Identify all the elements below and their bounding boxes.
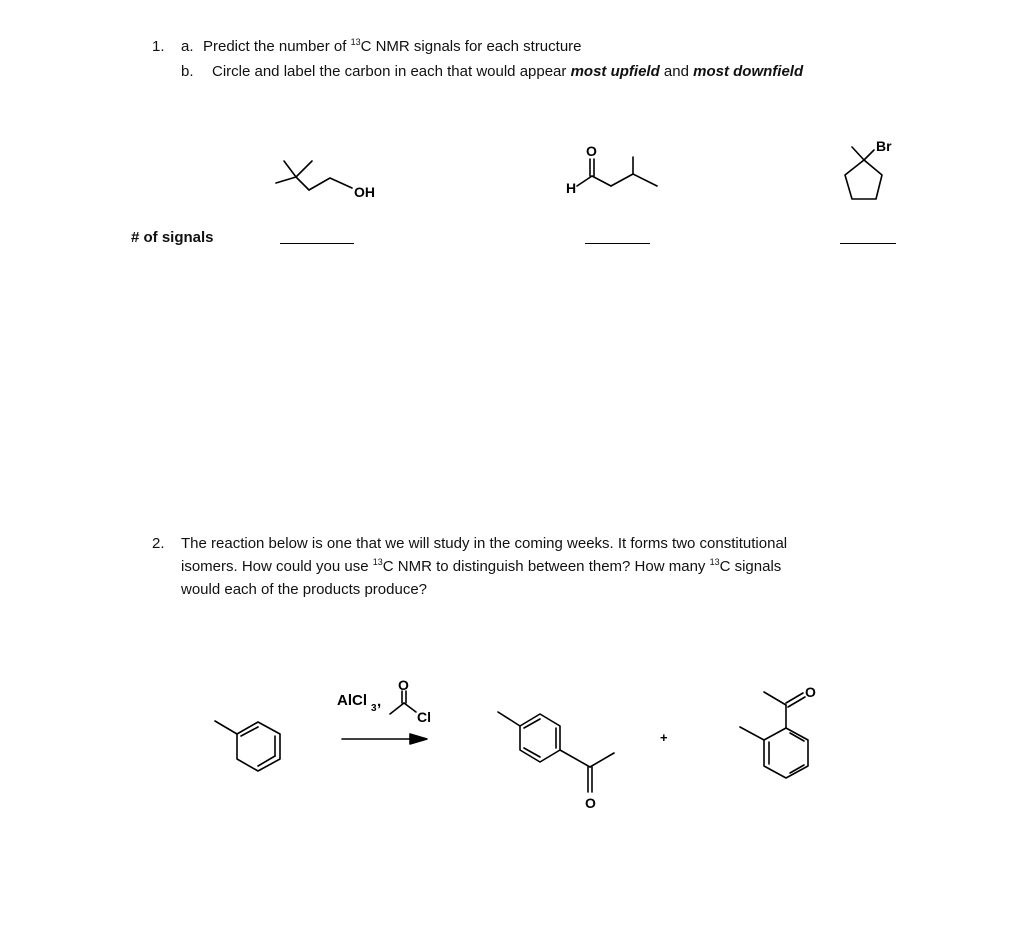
q1b-middle: and <box>659 63 694 80</box>
signals-blank-1[interactable] <box>280 243 354 244</box>
q1a-text <box>203 35 582 58</box>
q1b-marker: b. <box>181 63 194 80</box>
q1-number: 1. <box>152 38 165 55</box>
acetyl-cl-label: Cl <box>417 709 431 725</box>
q1a-text-before: Predict the number of <box>203 38 351 55</box>
q1b-text-before: Circle and label the carbon in each that would appear <box>212 63 571 80</box>
structure-2-o-label: O <box>586 143 597 159</box>
q2-line-2-middle: C NMR to distinguish between them? How many <box>382 558 710 575</box>
para-product-o-label: O <box>585 795 596 811</box>
signals-blank-3[interactable] <box>840 243 896 244</box>
q1a-marker: a. <box>181 38 194 55</box>
q1b-text <box>212 60 803 83</box>
ortho-product-o-label: O <box>805 684 816 700</box>
q1a-isotope: 13 <box>350 37 361 47</box>
toluene-reactant <box>215 721 280 771</box>
reagent-alcl3: AlCl <box>337 692 367 709</box>
ortho-product <box>740 684 816 778</box>
reagent-alcl3-subscript: 3 <box>371 703 377 714</box>
acetyl-chloride <box>390 677 431 725</box>
acetyl-o-label: O <box>398 677 409 693</box>
plus-sign: + <box>660 730 668 745</box>
q2-line-2 <box>181 555 781 578</box>
signals-blank-2[interactable] <box>585 243 650 244</box>
structure-1-oh-label: OH <box>354 184 375 200</box>
q1b-emph-upfield: most upfield <box>570 63 660 80</box>
q2-line-2-before: isomers. How could you use <box>181 558 373 575</box>
structure-2-h-label: H <box>566 180 577 196</box>
q2-line-1: The reaction below is one that we will study in the coming weeks. It forms two constitutional <box>181 535 788 552</box>
reagent-comma: , <box>377 693 382 710</box>
q2-isotope-2: 13 <box>709 557 720 567</box>
reaction-arrow <box>342 734 427 744</box>
structure-3-br-label: Br <box>876 138 892 154</box>
signals-label: # of signals <box>131 229 214 246</box>
para-product <box>498 712 614 811</box>
q2-line-3: would each of the products produce? <box>181 581 427 598</box>
q2-isotope-1: 13 <box>372 557 383 567</box>
q1a-text-after: C NMR signals for each structure <box>360 38 582 55</box>
q1b-emph-downfield: most downfield <box>693 63 804 80</box>
q2-line-2-after: C signals <box>719 558 782 575</box>
q2-number: 2. <box>152 535 165 552</box>
